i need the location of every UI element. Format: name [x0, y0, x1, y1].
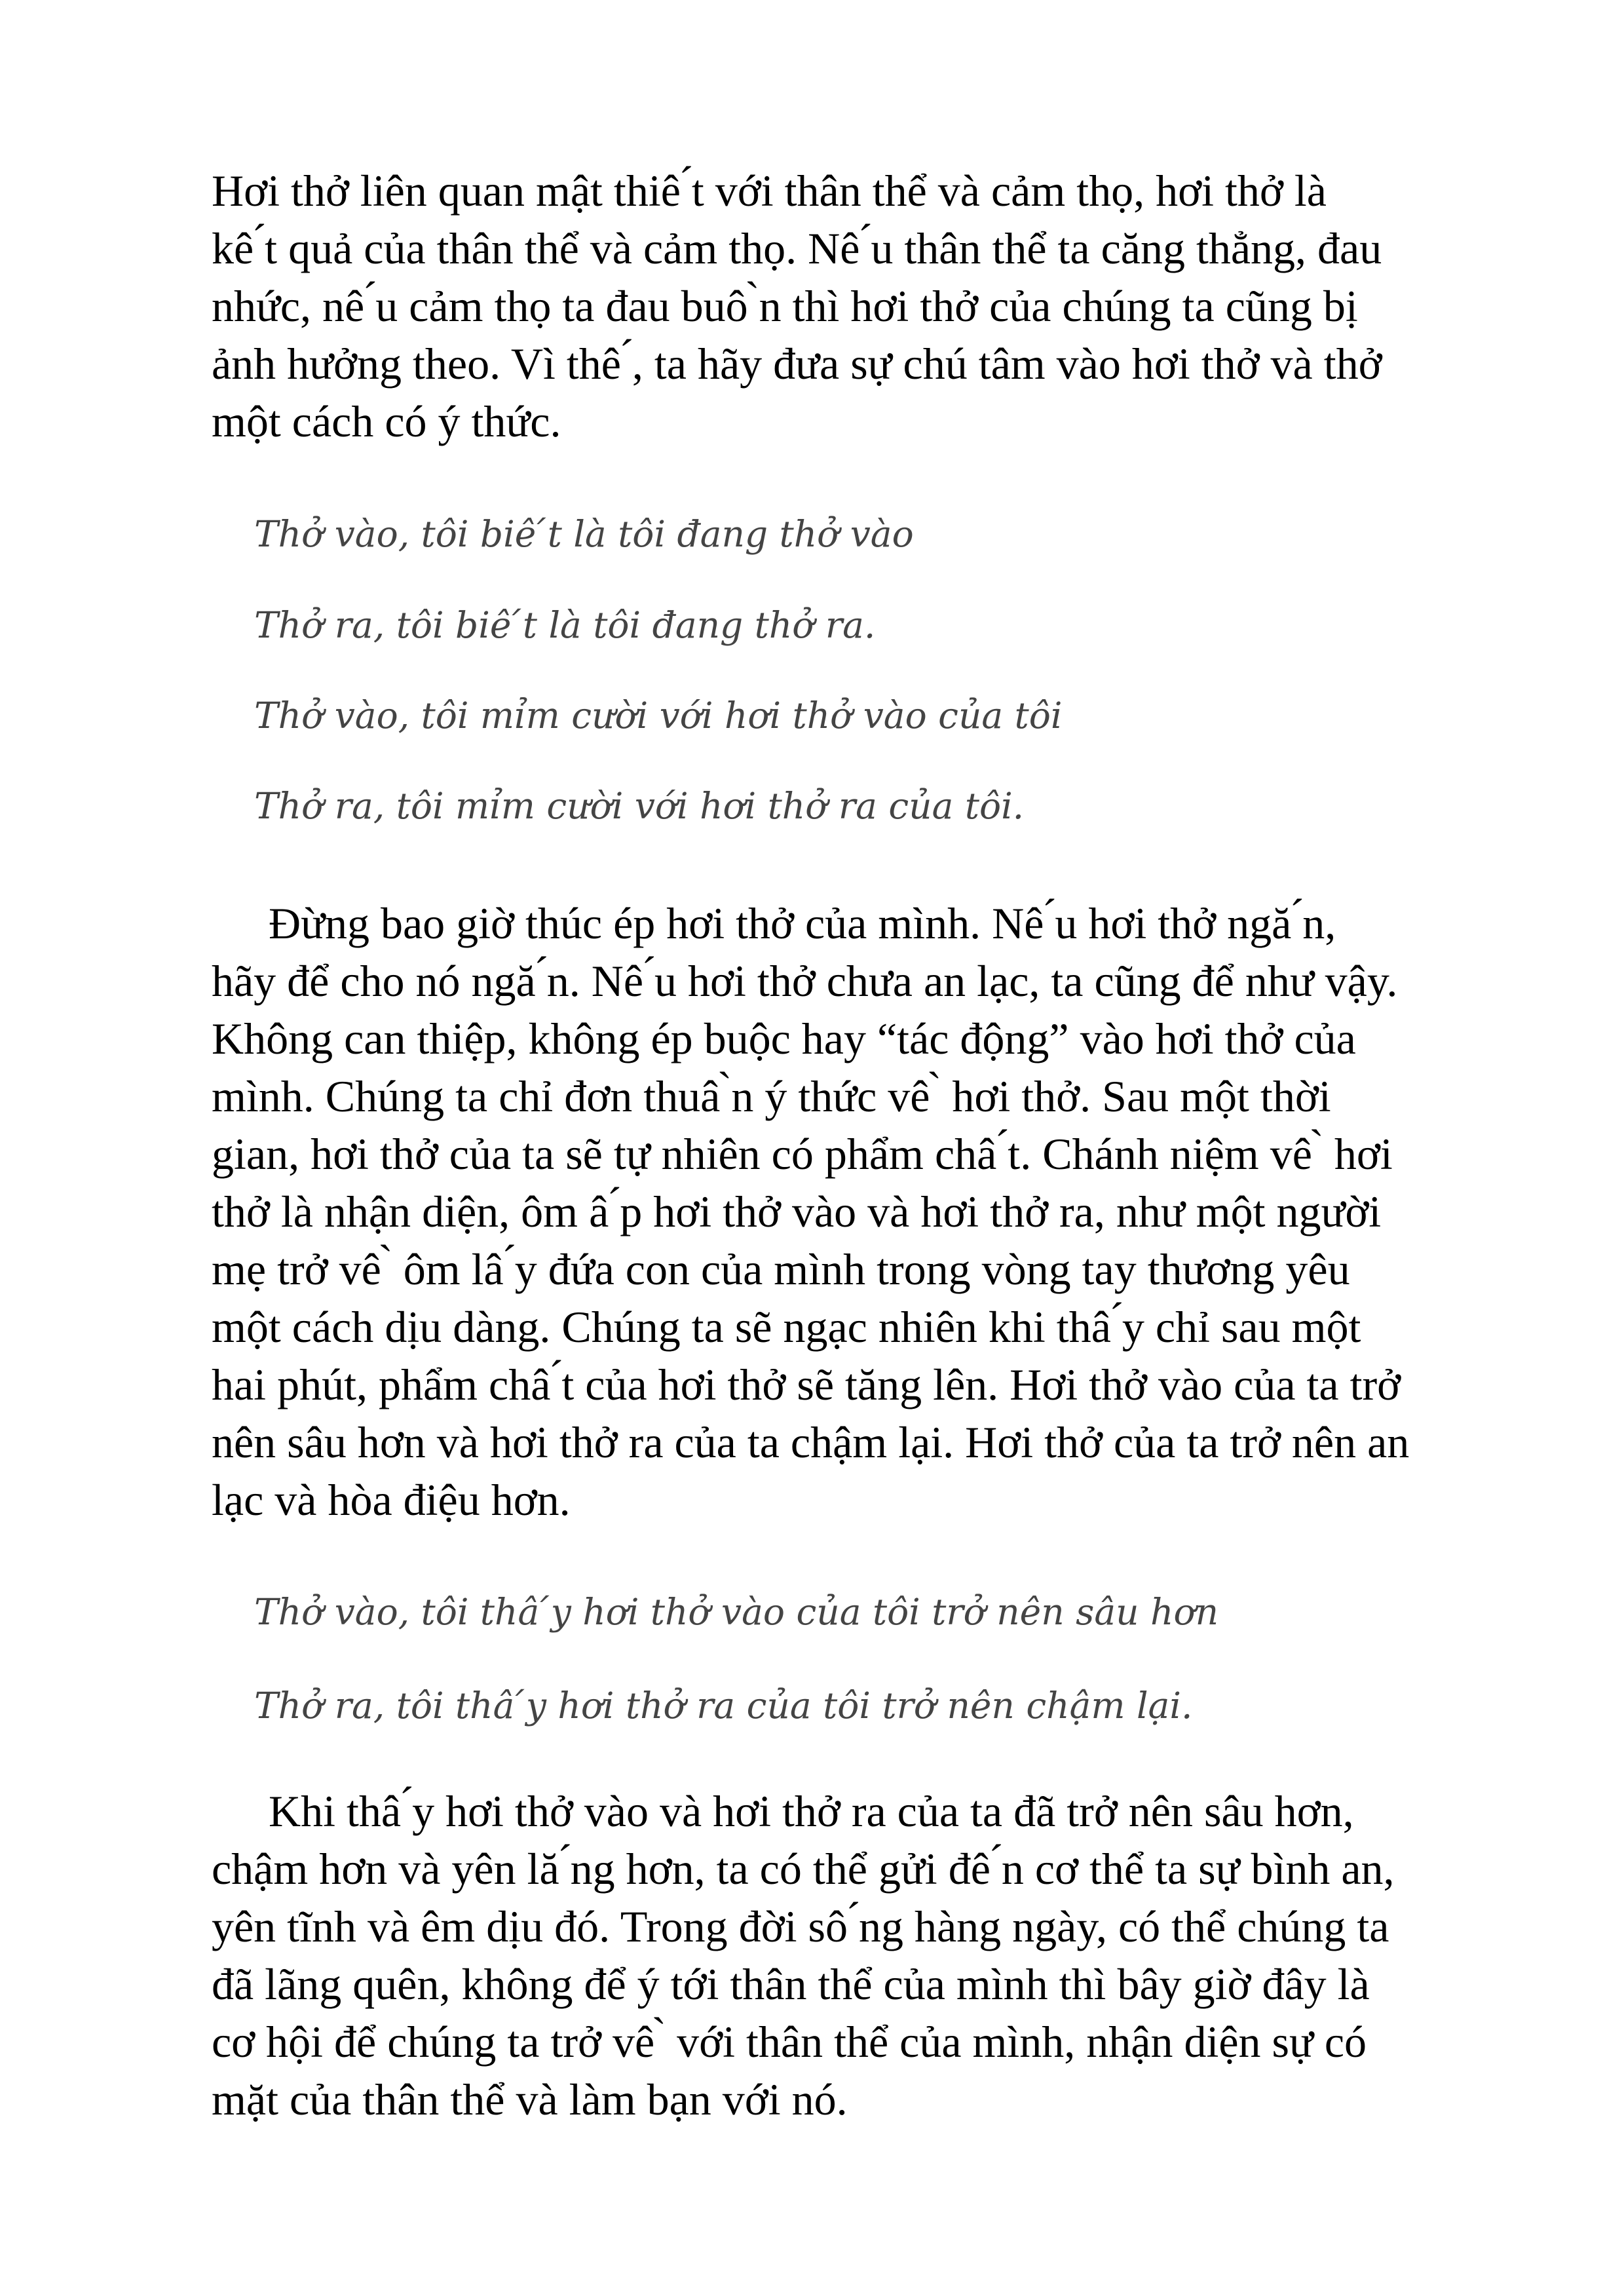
verse-line: Thở vào, tôi biê ́t là tôi đang thở vào [254, 513, 914, 555]
paragraph-line: yên tĩnh và êm dịu đó. Trong đời sô ́ng hàng ngày, có thể chúng ta [212, 1902, 1389, 1951]
paragraph-line: nên sâu hơn và hơi thở ra của ta chậm lại. Hơi thở của ta trở nên an [212, 1417, 1410, 1467]
verse-line: Thở ra, tôi thâ ́y hơi thở ra của tôi trở nên chậm lại. [254, 1685, 1193, 1727]
paragraph-line: một cách có ý thức. [212, 396, 561, 446]
verse-line: Thở vào, tôi thâ ́y hơi thở vào của tôi trở nên sâu hơn [254, 1591, 1219, 1633]
paragraph-line: ảnh hưởng theo. Vì thê ́, ta hãy đưa sự chú tâm vào hơi thở và thở [212, 339, 1382, 389]
paragraph-line: Đừng bao giờ thúc ép hơi thở của mình. Nê ́u hơi thở ngă ́n, [269, 898, 1336, 948]
paragraph-line: Hơi thở liên quan mật thiê ́t với thân thể và cảm thọ, hơi thở là [212, 166, 1327, 216]
paragraph-line: lạc và hòa điệu hơn. [212, 1475, 571, 1525]
paragraph-line: chậm hơn và yên lă ́ng hơn, ta có thể gửi đê ́n cơ thể ta sự bình an, [212, 1844, 1395, 1894]
paragraph-line: cơ hội để chúng ta trở vê ̀ với thân thể của mình, nhận diện sự có [212, 2017, 1367, 2067]
paragraph-line: mặt của thân thể và làm bạn với nó. [212, 2075, 848, 2124]
verse-line: Thở ra, tôi biê ́t là tôi đang thở ra. [254, 604, 876, 646]
paragraph-line: Khi thâ ́y hơi thở vào và hơi thở ra của ta đã trở nên sâu hơn, [269, 1786, 1354, 1836]
verse-line: Thở ra, tôi mỉm cười với hơi thở ra của tôi. [254, 785, 1025, 827]
paragraph-line: đã lãng quên, không để ý tới thân thể của mình thì bây giờ đây là [212, 1959, 1370, 2009]
paragraph-line: gian, hơi thở của ta sẽ tự nhiên có phẩm châ ́t. Chánh niệm vê ̀ hơi [212, 1129, 1393, 1179]
paragraph-line: hãy để cho nó ngă ́n. Nê ́u hơi thở chưa an lạc, ta cũng để như vậy. [212, 956, 1398, 1006]
paragraph-line: nhức, nê ́u cảm thọ ta đau buô ̀n thì hơi thở của chúng ta cũng bị [212, 281, 1358, 331]
verse-line: Thở vào, tôi mỉm cười với hơi thở vào của tôi [254, 695, 1063, 737]
paragraph-line: kê ́t quả của thân thể và cảm thọ. Nê ́u thân thể ta căng thẳng, đau [212, 223, 1382, 273]
paragraph-line: Không can thiệp, không ép buộc hay “tác động” vào hơi thở của [212, 1014, 1356, 1063]
paragraph-line: hai phút, phẩm châ ́t của hơi thở sẽ tăng lên. Hơi thở vào của ta trở [212, 1360, 1401, 1409]
paragraph-line: thở là nhận diện, ôm â ́p hơi thở vào và hơi thở ra, như một người [212, 1187, 1382, 1236]
paragraph-line: mình. Chúng ta chỉ đơn thuâ ̀n ý thức vê ̀ hơi thở. Sau một thời [212, 1071, 1331, 1121]
paragraph-line: mẹ trở vê ̀ ôm lâ ́y đứa con của mình trong vòng tay thương yêu [212, 1244, 1350, 1294]
paragraph-line: một cách dịu dàng. Chúng ta sẽ ngạc nhiên khi thâ ́y chỉ sau một [212, 1302, 1361, 1352]
